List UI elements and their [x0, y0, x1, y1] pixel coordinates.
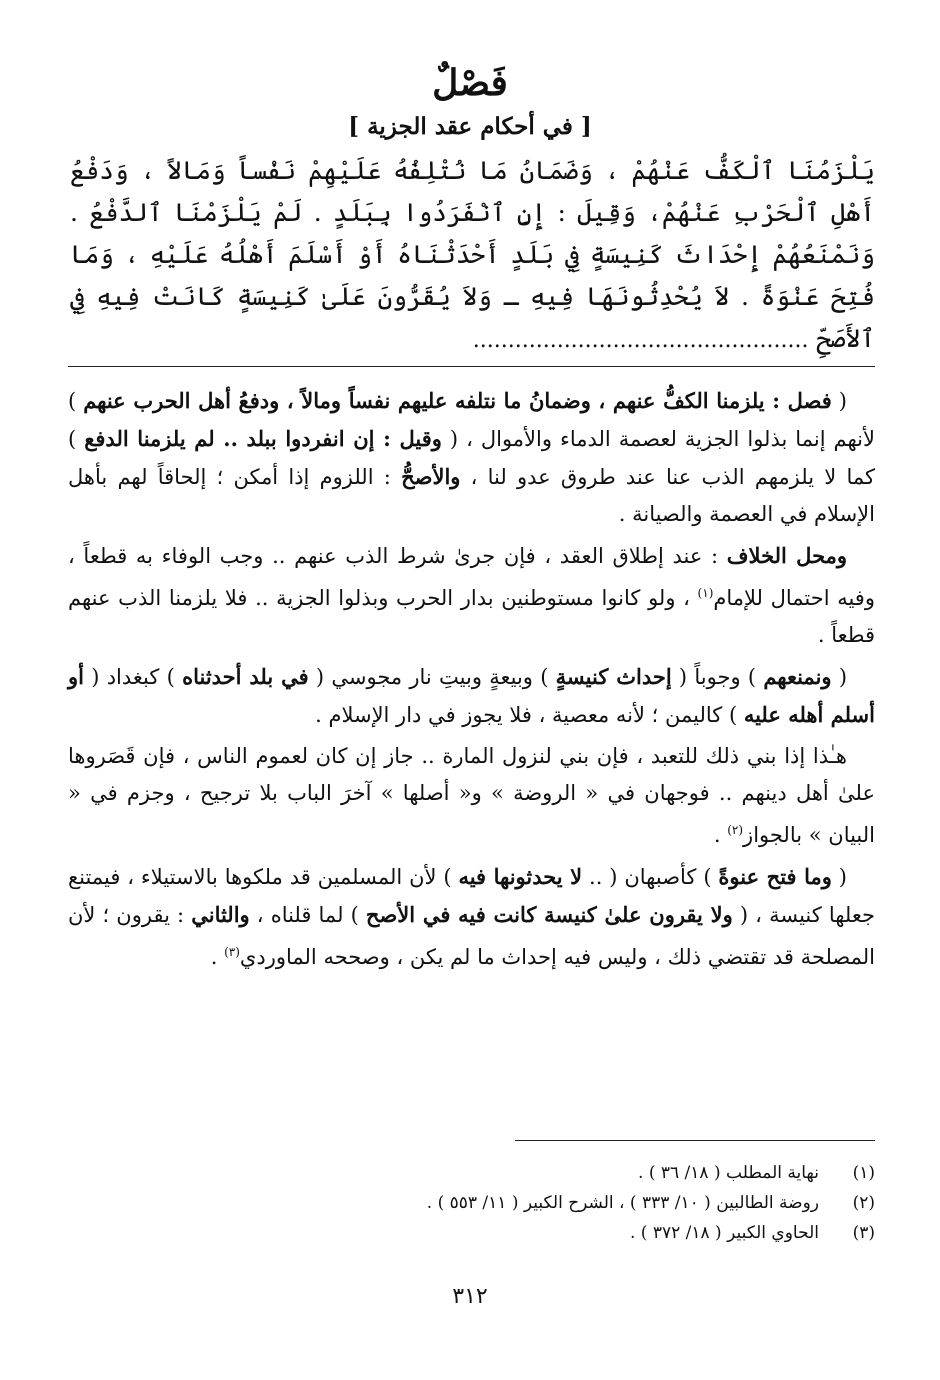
footnote-item	[68, 1218, 875, 1248]
footnote-ref: (١)	[697, 586, 714, 600]
commentary-paragraph	[68, 537, 875, 654]
commentary-text: : يقرون ؛ لأن المصلحة قد تقتضي ذلك ، وليس فيه إحداث ما لم يكن ، وصححه الماوردي	[68, 903, 875, 969]
commentary-quote: وقيل : إن انفردوا ببلد .. لم يلزمنا الدفع	[84, 426, 442, 451]
commentary-quote: والثاني	[191, 902, 250, 927]
matn-text	[70, 150, 875, 362]
commentary-text: ) لما قلناه ،	[249, 903, 366, 927]
commentary-text: (	[831, 865, 847, 889]
commentary-text: هـٰذا إذا بني ذلك للتعبد ، فإن بني لنزول المارة .. جاز إن كان لعموم الناس ، فإن قَصَروها علىٰ أهل دينهم .. فوجهان في « الروضة » و« أصلها » آخرَ الباب بلا ترجيح ، وجزم في « البيان » بالجواز	[68, 744, 875, 847]
footnote-ref: (٣)	[224, 945, 240, 959]
commentary-quote: إحداث كنيسةٍ	[555, 664, 672, 689]
footnote-number: (١)	[852, 1163, 875, 1183]
footnote-text: الحاوي الكبير ( ١٨/ ٣٧٢ ) .	[629, 1223, 819, 1243]
commentary-text: ) كبغداد (	[83, 665, 183, 689]
matn-divider	[68, 366, 875, 367]
footnote-ref: (٢)	[727, 823, 744, 837]
commentary-text: ) لأنهم إنما بذلوا الجزية لعصمة الدماء والأموال ، (	[68, 389, 875, 451]
commentary-quote: ونمنعهم	[763, 664, 832, 689]
matn-body: يَلْزَمُنَا ٱلْكَفُّ عَنْهُمْ ، وَضَمَانُ مَا نُتْلِفُهُ عَلَيْهِمْ نَفْساً وَمَالاً ، وَدَفْعُ أَهْلِ ٱلْحَرْبِ عَنْهُمْ، وَقِيلَ : إِنِ ٱنْفَرَدُوا بِبَلَدٍ . لَمْ يَلْزَمْنَا ٱلدَّفْعُ . وَنَمْنَعُهُمْ إِحْدَاثَ كَنِيسَةٍ فِي بَلَدٍ أَحْدَثْنَاهُ أَوْ أَسْلَمَ أَهْلُهُ عَلَيْهِ ، وَمَا فُتِحَ عَنْوَةً . لاَ يُحْدِثُونَهَا فِيهِ ـ وَلاَ يُقَرُّونَ عَلَىٰ كَنِيسَةٍ كَانَتْ فِيهِ فِي ٱلأَصَحِّ	[70, 156, 875, 353]
commentary-text: (	[831, 665, 848, 689]
commentary-text: : اللزوم إذا أمكن ؛ إلحاقاً لهم بأهل الإسلام في العصمة والصيانة .	[68, 465, 875, 526]
section-subtitle: [ في أحكام عقد الجزية ]	[348, 113, 592, 140]
commentary-quote: وما فتح عنوةً	[718, 864, 832, 889]
commentary-quote: والأصحُّ	[401, 464, 461, 489]
commentary-text: ) كما لا يلزمهم الذب عنا عند طروق عدو لنا ،	[68, 427, 876, 489]
footnote-text: روضة الطالبين ( ١٠/ ٣٣٣ ) ، الشرح الكبير ( ١١/ ٥٥٣ ) .	[426, 1193, 819, 1213]
commentary-text: .	[210, 945, 225, 969]
commentary-text: ) لأن المسلمين قد ملكوها بالاستيلاء ، فيمتنع جعلها كنيسة ، (	[68, 865, 875, 927]
commentary-paragraph	[68, 858, 875, 976]
commentary-text: ) وبيعةٍ وبيتِ نار مجوسي (	[308, 665, 556, 689]
page-number: ٣١٢	[452, 1284, 488, 1309]
footnotes	[68, 1158, 875, 1248]
commentary-text: ) كأصبهان ( ..	[582, 865, 719, 889]
commentary-paragraph	[68, 382, 875, 533]
commentary-quote: ومحل الخلاف	[726, 543, 848, 568]
commentary-text: .	[713, 823, 728, 847]
footnote-item	[68, 1188, 875, 1218]
commentary-text: : عند إطلاق العقد ، فإن جرىٰ شرط الذب عنهم .. وجب الوفاء به قطعاً ، وفيه احتمال للإمام	[68, 544, 875, 610]
commentary-quote: في بلد أحدثناه	[182, 664, 309, 689]
footnote-number: (٢)	[852, 1193, 875, 1213]
matn-dot-leader: ................................................	[472, 328, 809, 353]
footnote-item	[68, 1158, 875, 1188]
footnote-divider	[515, 1140, 875, 1141]
footnote-text: نهاية المطلب ( ١٨/ ٣٦ ) .	[638, 1163, 819, 1183]
commentary-paragraph	[68, 738, 875, 854]
commentary	[68, 382, 875, 980]
commentary-quote: فصل : يلزمنا الكفُّ عنهم ، وضمانُ ما نتلفه عليهم نفساً ومالاً ، ودفعُ أهل الحرب عنهم	[83, 388, 832, 413]
commentary-text: (	[831, 389, 847, 413]
commentary-text: ) كاليمن ؛ لأنه معصية ، فلا يجوز في دار الإسلام .	[315, 703, 744, 727]
section-heading-ornament: فَصْلٌ	[432, 62, 508, 104]
commentary-text: ) وجوباً (	[671, 665, 764, 689]
commentary-quote: لا يحدثونها فيه	[458, 864, 583, 889]
commentary-paragraph	[68, 658, 875, 734]
commentary-quote: أو أسلم أهله عليه	[68, 664, 875, 727]
commentary-text: ، ولو كانوا مستوطنين بدار الحرب وبذلوا الجزية .. فلا يلزمنا الذب عنهم قطعاً .	[68, 586, 875, 647]
commentary-quote: ولا يقرون علىٰ كنيسة كانت فيه في الأصح	[365, 902, 733, 927]
footnote-number: (٣)	[852, 1223, 875, 1243]
